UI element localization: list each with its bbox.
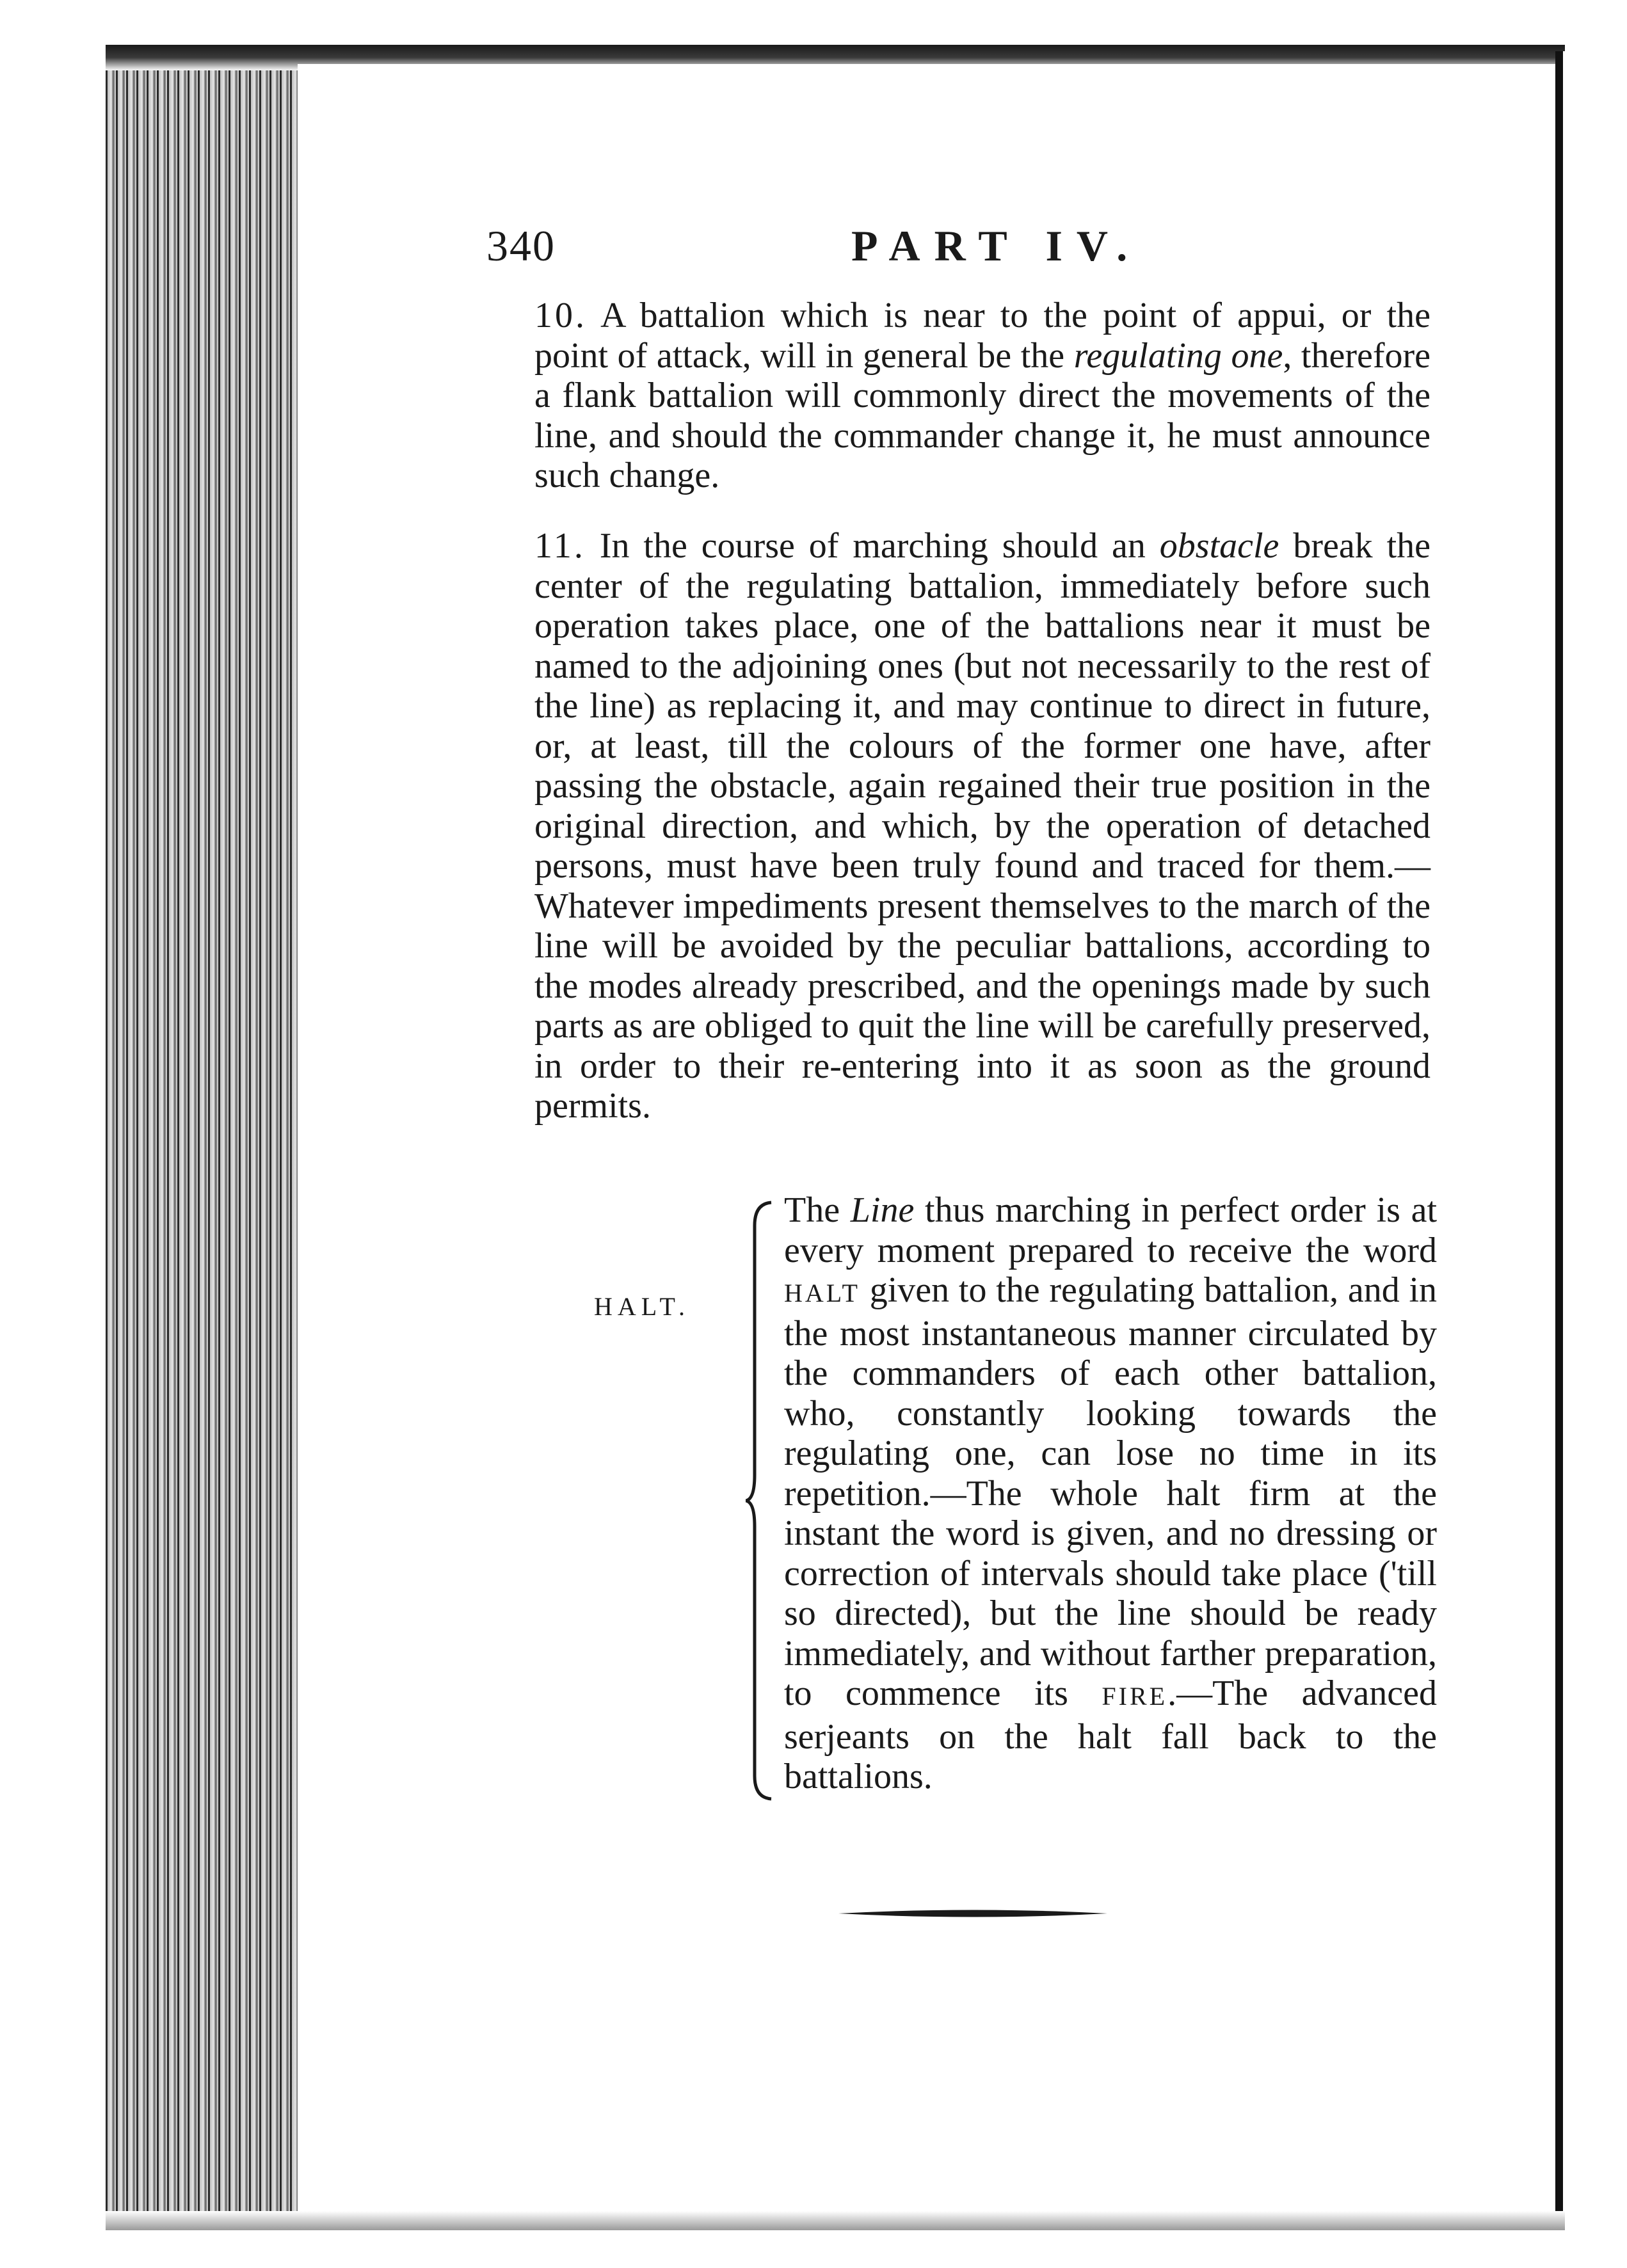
paragraph-text: break the center of the regulating battalion, immediately before such operation takes place, one of the battalions near it must be named to the adjoining ones (but not necessarily to the rest of the line) as replacing it, and may continue to direct in future, or, at least, till the colours of the former one have, after passing the obstacle, again regained their true position in the original direction, and which, by the operation of detached persons, must have been truly found and traced for them.—Whatever impediments present themselves to the march of the line will be avoided by the peculiar battalions, according to the modes already prescribed, and the openings made by such parts as are obliged to quit the line will be carefully preserved, in order to their re-entering into it as soon as the ground permits. <box>534 526 1431 1126</box>
book-page-edges <box>106 45 298 2227</box>
running-head <box>486 221 1447 278</box>
emphasis-text: regulating one <box>1073 335 1283 376</box>
book-bottom-edge <box>106 2211 1565 2230</box>
paragraph-text: The <box>784 1190 851 1230</box>
running-title: PART IV. <box>851 221 1142 270</box>
word-fire: FIRE <box>1102 1682 1168 1711</box>
paragraph-number: 11. <box>534 526 586 566</box>
emphasis-text: Line <box>850 1190 915 1230</box>
word-halt: HALT <box>784 1279 860 1307</box>
paragraph-10 <box>534 296 1431 496</box>
paragraph-text: thus marching in perfect order is at every moment prepared to receive the word <box>784 1190 1438 1270</box>
paragraph-text: given to the regulating battalion, and in the most instantaneous manner circulated by the commanders of each other battalion, who, constantly looking towards the regulating one, can lose no time in its repetition.—The whole halt firm at the instant the word is given, and no dressing or correction of intervals should take place ('till so directed), but the line should be ready immediately, and without farther preparation, to commence its <box>784 1270 1437 1713</box>
curly-brace <box>746 1200 781 1801</box>
halt-side-label: HALT. <box>594 1292 690 1321</box>
emphasis-text: obstacle <box>1159 526 1279 566</box>
end-rule-ornament <box>838 1904 1107 1923</box>
paragraph-text: In the course of marching should an <box>599 526 1160 566</box>
scan-left-margin <box>0 0 106 2268</box>
paragraph-text: .—The advanced serjeants on the halt fall back to the battalions. <box>784 1673 1437 1796</box>
scan-right-margin <box>1563 51 1627 2227</box>
paragraph-text: A battalion which is near to the point of appui, or the point of attack, will in general be the <box>534 296 1431 376</box>
paragraph-text: , therefore a flank battalion will commonly direct the movements of the line, and should the commander change it, he must announce such change. <box>534 335 1431 495</box>
halt-paragraph <box>784 1190 1437 1797</box>
book-right-edge <box>1555 51 1563 2227</box>
paragraph-11 <box>534 526 1431 1126</box>
page-number: 340 <box>486 221 556 270</box>
paragraph-number: 10. <box>534 296 587 335</box>
